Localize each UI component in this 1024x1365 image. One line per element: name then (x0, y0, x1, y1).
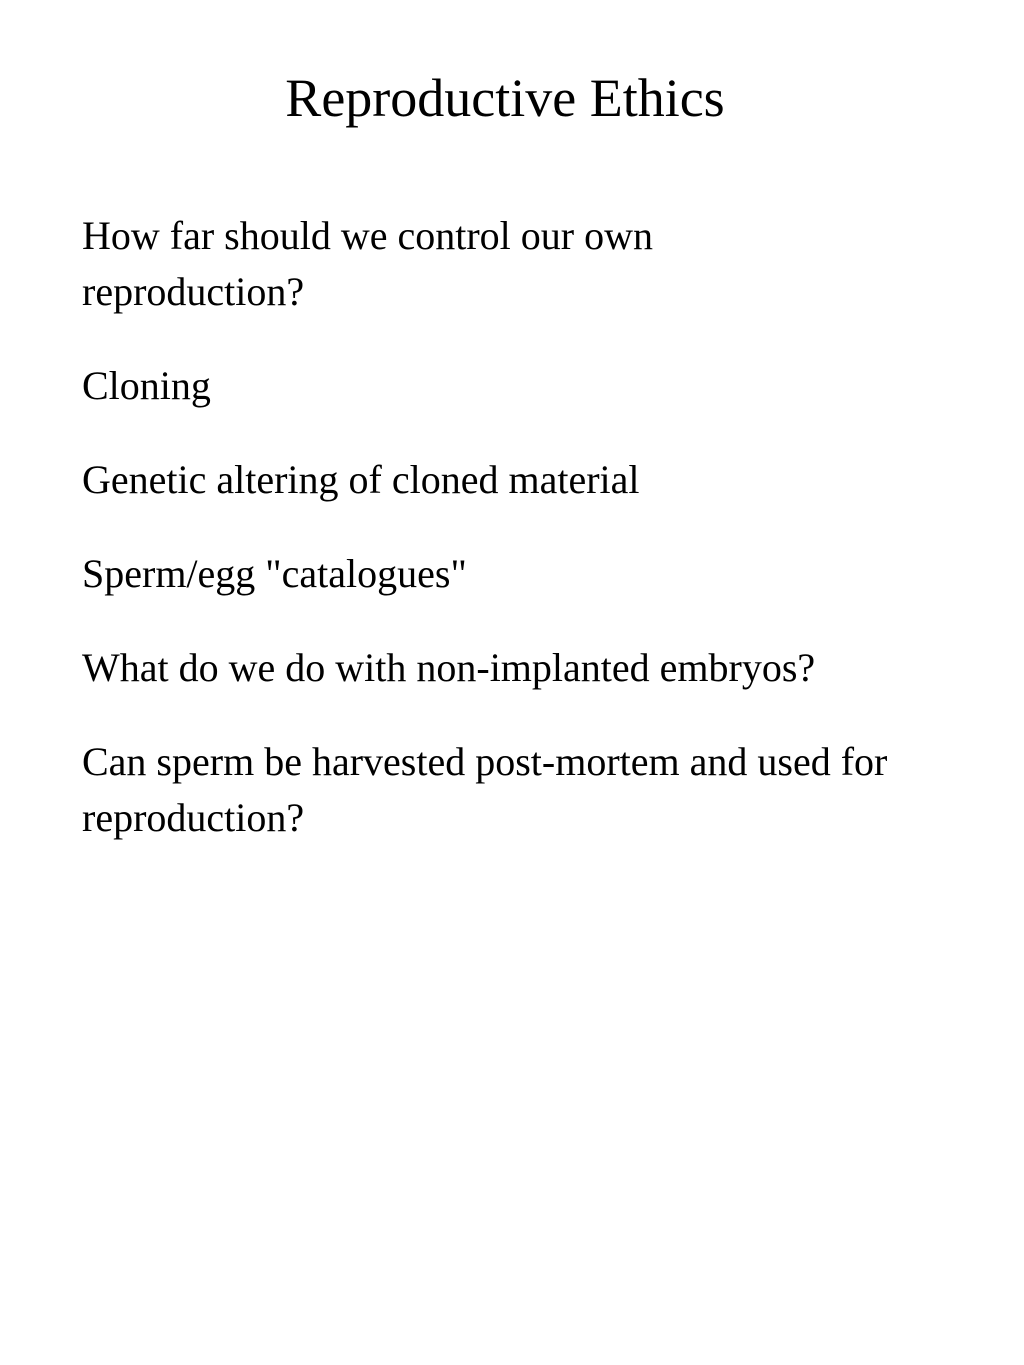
list-item: Genetic altering of cloned material (82, 457, 640, 502)
slide-title: Reproductive Ethics (285, 68, 725, 128)
list-item: Can sperm be harvested post-mortem and used for reproduction? (82, 739, 888, 840)
list-item: What do we do with non-implanted embryos? (82, 645, 816, 690)
list-item: Sperm/egg "catalogues" (82, 551, 467, 596)
list-item: How far should we control our own reproduction? (82, 213, 653, 314)
list-item: Cloning (82, 363, 211, 408)
bullet-list (82, 208, 962, 884)
